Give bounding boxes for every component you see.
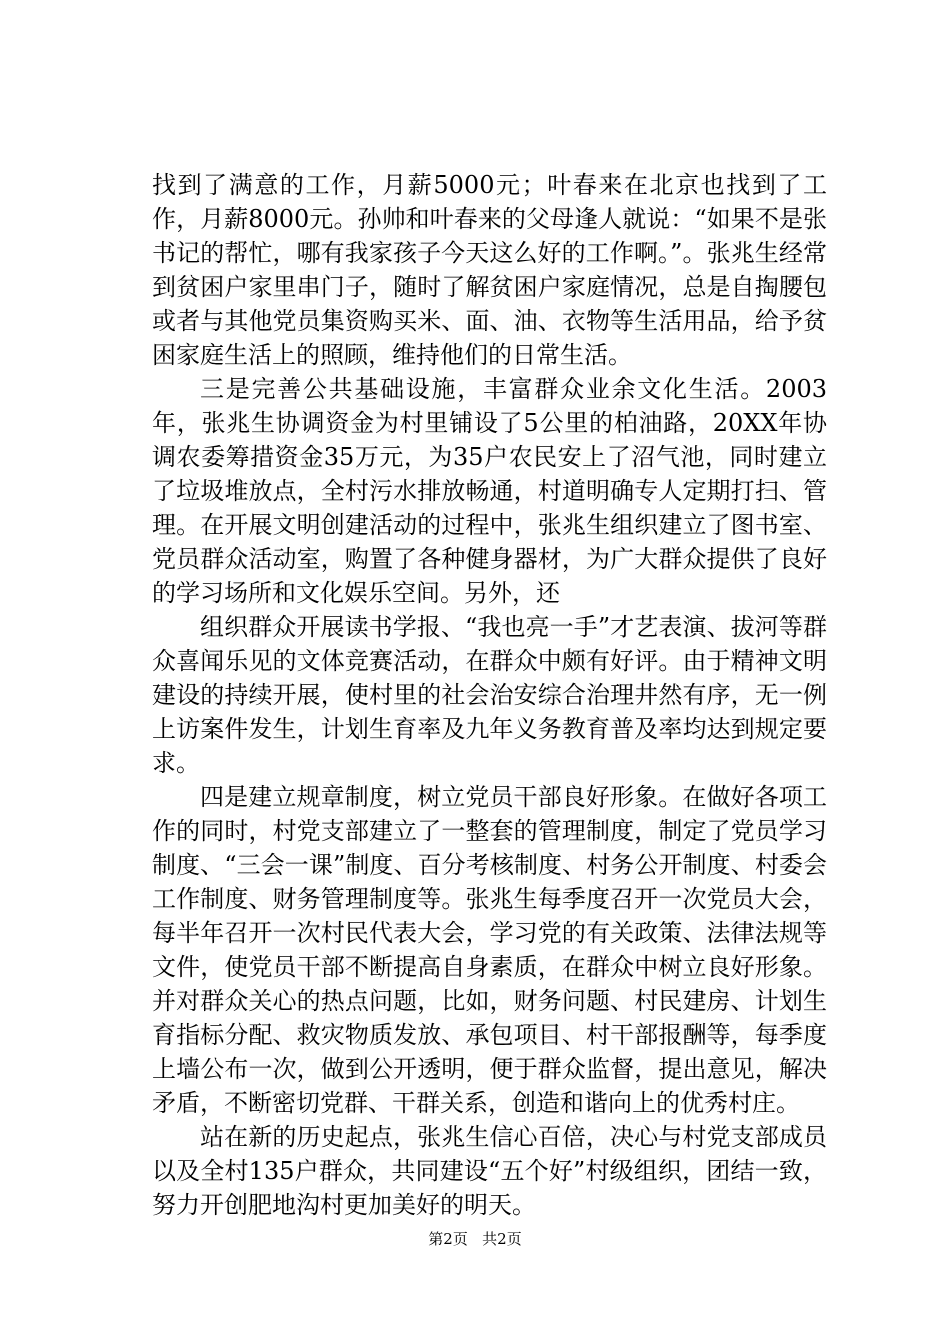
paragraph-2: 三是完善公共基础设施，丰富群众业余文化生活。2003年，张兆生协调资金为村里铺设了5公里的柏油路，20XX年协调农委筹措资金35万元，为35户农民安上了沼气池，同时建立了垃圾堆放点，全村污水排放畅通，村道明确专人定期打扫、管理。在开展文明创建活动的过程中，张兆生组织建立了图书室、党员群众活动室，购置了各种健身器材，为广大群众提供了良好的学习场所和文化娱乐空间。另外，还 (152, 375, 827, 607)
page-footer (0, 1229, 950, 1249)
document-body (152, 168, 827, 1222)
paragraph-1: 找到了满意的工作，月薪5000元；叶春来在北京也找到了工作，月薪8000元。孙帅和叶春来的父母逢人就说：“如果不是张书记的帮忙，哪有我家孩子今天这么好的工作啊。”。张兆生经常到贫困户家里串门子，随时了解贫困户家庭情况，总是自掏腰包或者与其他党员集资购买米、面、油、衣物等生活用品，给予贫困家庭生活上的照顾，维持他们的日常生活。 (152, 171, 827, 369)
footer-spacer (473, 1230, 478, 1248)
paragraph-5: 站在新的历史起点，张兆生信心百倍，决心与村党支部成员以及全村135户群众，共同建设“五个好”村级组织，团结一致，努力开创肥地沟村更加美好的明天。 (152, 1123, 827, 1219)
paragraph-3: 组织群众开展读书学报、“我也亮一手”才艺表演、拔河等群众喜闻乐见的文体竞赛活动，在群众中颇有好评。由于精神文明建设的持续开展，使村里的社会治安综合治理井然有序，无一例上访案件发生，计划生育率及九年义务教育普及率均达到规定要求。 (152, 613, 827, 777)
page-number: 第2页 (428, 1230, 468, 1248)
page-total: 共2页 (482, 1230, 522, 1248)
paragraph-4: 四是建立规章制度，树立党员干部良好形象。在做好各项工作的同时，村党支部建立了一整套的管理制度，制定了党员学习制度、“三会一课”制度、百分考核制度、村务公开制度、村委会工作制度、财务管理制度等。张兆生每季度召开一次党员大会，每半年召开一次村民代表大会，学习党的有关政策、法律法规等文件，使党员干部不断提高自身素质，在群众中树立良好形象。并对群众关心的热点问题，比如，财务问题、村民建房、计划生育指标分配、救灾物质发放、承包项目、村干部报酬等，每季度上墙公布一次，做到公开透明，便于群众监督，提出意见，解决矛盾，不断密切党群、干群关系，创造和谐向上的优秀村庄。 (152, 783, 827, 1117)
